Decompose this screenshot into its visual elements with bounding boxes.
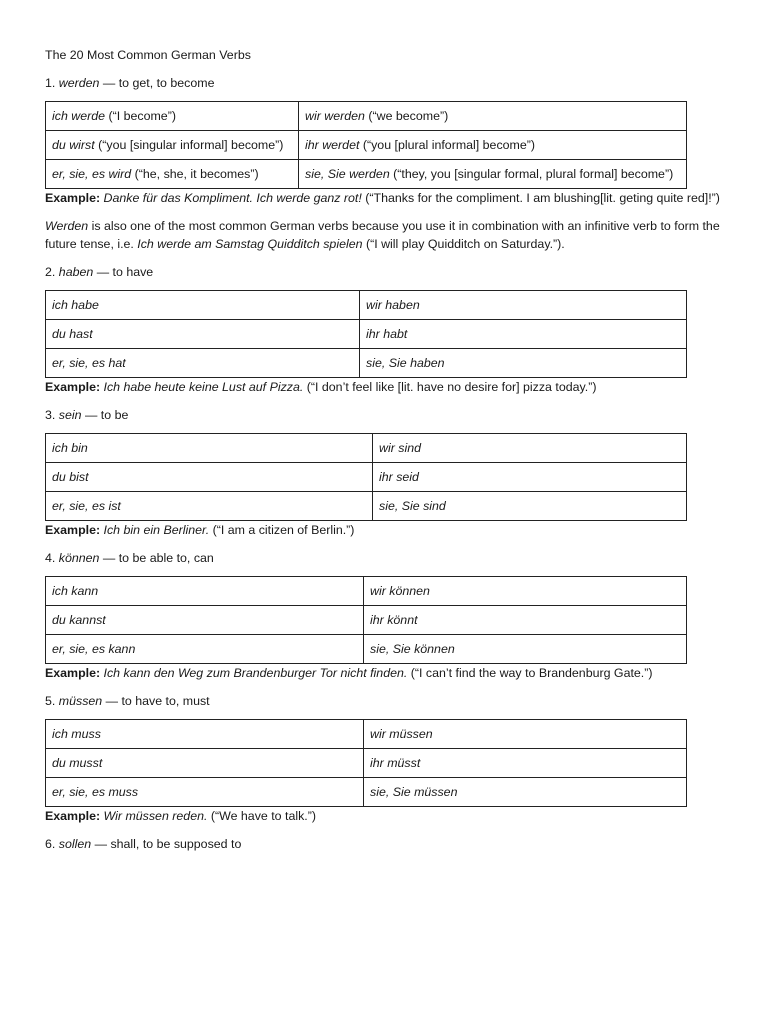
verb-infinitive: müssen xyxy=(58,694,103,708)
verb-meaning: — to have xyxy=(93,265,154,279)
table-row xyxy=(46,749,687,778)
table-cell: er, sie, es hat xyxy=(46,349,360,378)
table-row xyxy=(46,492,687,521)
verb-heading-koennen xyxy=(45,549,725,567)
verb-number: 2. xyxy=(45,265,56,279)
table-row xyxy=(46,160,687,189)
table-row xyxy=(46,463,687,492)
verb-number: 5. xyxy=(45,694,56,708)
verb-infinitive: können xyxy=(58,551,100,565)
verb-heading-haben xyxy=(45,263,725,281)
conjugation-table-koennen xyxy=(45,576,687,664)
verb-meaning: — to be able to, can xyxy=(99,551,214,565)
verb-infinitive: sollen xyxy=(58,837,92,851)
table-cell: ich bin xyxy=(46,434,373,463)
verb-heading-sein xyxy=(45,406,725,424)
table-cell: wir müssen xyxy=(364,720,687,749)
table-row xyxy=(46,635,687,664)
table-cell: ich muss xyxy=(46,720,364,749)
table-cell: sie, Sie können xyxy=(364,635,687,664)
werden-note: Werden is also one of the most common German verbs because you use it in combination with an infinitive verb to form the future tense, i.e. Ich werde am Samstag Quidditch spielen (“I will play Quidditch on Saturday.”). xyxy=(45,219,720,251)
table-cell: ihr müsst xyxy=(364,749,687,778)
verb-meaning: — to get, to become xyxy=(99,76,215,90)
table-row xyxy=(46,434,687,463)
verb-number: 4. xyxy=(45,551,56,565)
table-cell: sie, Sie sind xyxy=(373,492,687,521)
table-cell: ich habe xyxy=(46,291,360,320)
example-sentence: Example: Ich habe heute keine Lust auf Pizza. (“I don’t feel like [lit. have no desire for] pizza today.”) xyxy=(45,380,597,394)
table-cell: wir werden (“we become”) xyxy=(299,102,687,131)
table-cell: sie, Sie müssen xyxy=(364,778,687,807)
table-cell: ihr seid xyxy=(373,463,687,492)
verb-meaning: — to be xyxy=(81,408,129,422)
table-row xyxy=(46,720,687,749)
table-cell: ich kann xyxy=(46,577,364,606)
table-cell: ihr könnt xyxy=(364,606,687,635)
table-cell: er, sie, es wird (“he, she, it becomes”) xyxy=(46,160,299,189)
verb-number: 1. xyxy=(45,76,56,90)
table-cell: ich werde (“I become”) xyxy=(46,102,299,131)
table-cell: du wirst (“you [singular informal] become”) xyxy=(46,131,299,160)
conjugation-table-werden xyxy=(45,101,687,189)
example-sentence: Example: Wir müssen reden. (“We have to talk.”) xyxy=(45,809,316,823)
example-sentence: Example: Ich kann den Weg zum Brandenburger Tor nicht finden. (“I can’t find the way to Brandenburg Gate.”) xyxy=(45,666,653,680)
verb-infinitive: werden xyxy=(58,76,100,90)
example-sentence: Example: Danke für das Kompliment. Ich werde ganz rot! (“Thanks for the compliment. I am blushing[lit. geting quite red]!”) xyxy=(45,191,720,205)
verb-meaning: — shall, to be supposed to xyxy=(91,837,242,851)
table-cell: du musst xyxy=(46,749,364,778)
table-row xyxy=(46,577,687,606)
document-page xyxy=(45,46,725,853)
table-cell: wir haben xyxy=(360,291,687,320)
verb-number: 6. xyxy=(45,837,56,851)
table-row xyxy=(46,102,687,131)
verb-heading-werden xyxy=(45,74,725,92)
table-cell: sie, Sie werden (“they, you [singular formal, plural formal] become”) xyxy=(299,160,687,189)
table-row xyxy=(46,778,687,807)
conjugation-table-haben xyxy=(45,290,687,378)
table-cell: er, sie, es ist xyxy=(46,492,373,521)
table-cell: ihr habt xyxy=(360,320,687,349)
verb-number: 3. xyxy=(45,408,56,422)
table-cell: sie, Sie haben xyxy=(360,349,687,378)
verb-heading-muessen xyxy=(45,692,725,710)
table-row xyxy=(46,349,687,378)
table-cell: du kannst xyxy=(46,606,364,635)
verb-infinitive: haben xyxy=(58,265,94,279)
table-cell: er, sie, es muss xyxy=(46,778,364,807)
table-row xyxy=(46,606,687,635)
document-title: The 20 Most Common German Verbs xyxy=(45,48,251,62)
verb-infinitive: sein xyxy=(58,408,82,422)
table-row xyxy=(46,320,687,349)
table-cell: du bist xyxy=(46,463,373,492)
table-row xyxy=(46,131,687,160)
verb-meaning: — to have to, must xyxy=(102,694,210,708)
table-cell: wir sind xyxy=(373,434,687,463)
table-cell: ihr werdet (“you [plural informal] become”) xyxy=(299,131,687,160)
conjugation-table-sein xyxy=(45,433,687,521)
table-cell: du hast xyxy=(46,320,360,349)
table-row xyxy=(46,291,687,320)
example-sentence: Example: Ich bin ein Berliner. (“I am a citizen of Berlin.”) xyxy=(45,523,355,537)
conjugation-table-muessen xyxy=(45,719,687,807)
table-cell: er, sie, es kann xyxy=(46,635,364,664)
verb-heading-sollen xyxy=(45,835,725,853)
table-cell: wir können xyxy=(364,577,687,606)
